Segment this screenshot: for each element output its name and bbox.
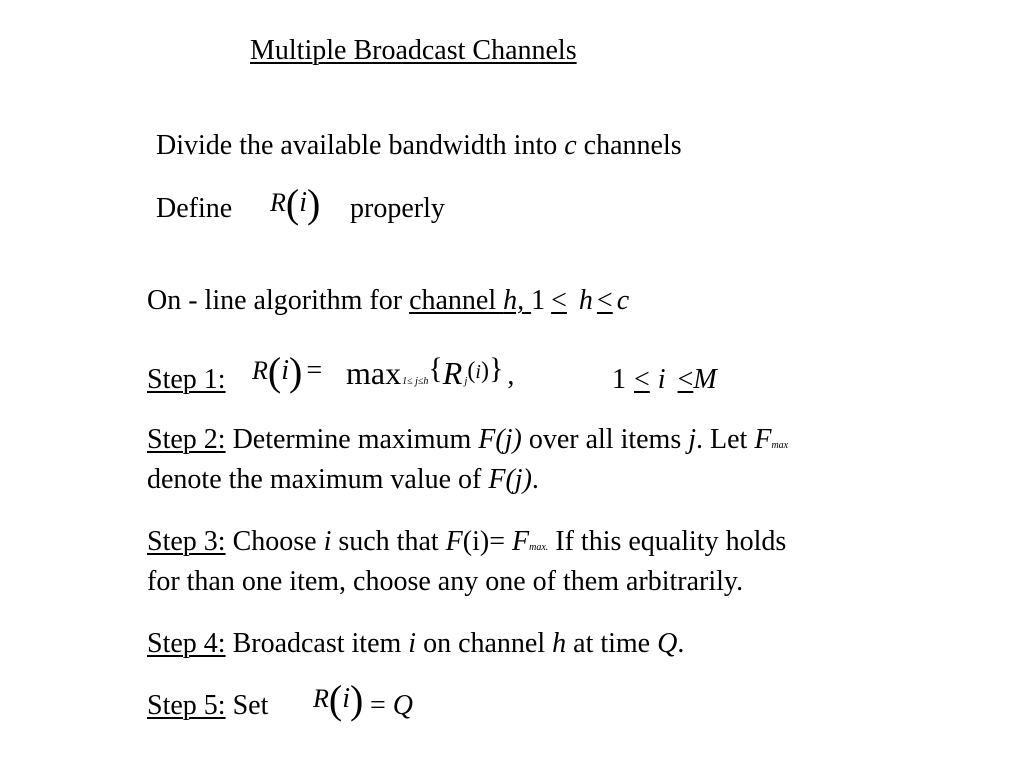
math-R: R [313, 684, 329, 713]
algorithm-heading [147, 284, 629, 318]
math-lparen-small: ( [467, 358, 476, 384]
math-lparen: ( [285, 181, 300, 226]
math-i: i [299, 187, 307, 218]
var-c-2: c [616, 285, 630, 316]
var-F-max: F [511, 526, 530, 557]
period: . [677, 628, 685, 659]
step-5-text: Set [225, 690, 269, 721]
step-3-label: Step 3: [147, 526, 226, 557]
var-Q: Q [392, 690, 414, 721]
step-1-equals: = [306, 355, 323, 386]
math-R: R [270, 188, 286, 217]
step-1-label: Step 1: [147, 364, 226, 395]
var-F: F [445, 526, 463, 557]
intro-line-2-properly: properly [350, 193, 445, 224]
le-symbol-3: < [634, 364, 650, 395]
period: . [531, 464, 539, 495]
step-3-equality: (i)= [462, 526, 512, 557]
algorithm-channel-h [409, 285, 531, 316]
step-2-label: Step 2: [147, 424, 226, 455]
range-one: 1 [612, 364, 626, 395]
step-4-text-3: at time [566, 628, 658, 659]
math-rparen: ) [307, 181, 321, 226]
slide-title: Multiple Broadcast Channels [250, 35, 577, 66]
step-4-text-2: on channel [416, 628, 553, 659]
step-1-range [612, 363, 717, 397]
intro-line-1-suffix: channels [576, 130, 682, 161]
math-rparen-small: ) [480, 358, 489, 384]
math-lparen: ( [328, 677, 343, 722]
step-5-equals-Q [370, 689, 413, 723]
step-4-label: Step 4: [147, 628, 226, 659]
step-2-line-2-text: denote the maximum value of [147, 464, 489, 495]
step-3-text-3: If this equality holds [548, 526, 787, 557]
var-i: i [323, 526, 332, 557]
math-i: i [342, 683, 350, 714]
max-subscript: max. [529, 542, 549, 553]
var-i: i [657, 364, 666, 395]
var-F: F [478, 424, 496, 455]
max-subscript: max [771, 440, 789, 451]
math-i-small: i [475, 361, 481, 383]
step-4-text-1: Broadcast item [225, 628, 409, 659]
step-5-label: Step 5: [147, 690, 226, 721]
max-operator: max [346, 355, 402, 391]
math-i: i [281, 355, 289, 386]
var-Q: Q [657, 628, 678, 659]
var-M: M [693, 364, 717, 395]
math-Rj: R [442, 355, 463, 391]
step-3-line-2: for than one item, choose any one of them arbitrarily. [147, 566, 744, 597]
paren-j: (j) [505, 464, 532, 495]
step-1-max-expression [346, 352, 514, 392]
range-one: 1 [531, 285, 546, 316]
algorithm-text: On - line algorithm for [147, 285, 410, 316]
var-c: c [564, 130, 577, 161]
le-symbol-1: < [551, 285, 567, 316]
step-2-text-1: Determine maximum [225, 424, 479, 455]
step-2-line-1 [147, 423, 788, 463]
math-rbrace: } [488, 352, 504, 385]
var-F: F [488, 464, 506, 495]
intro-line-2-define: Define [156, 193, 233, 224]
step-2-line-2 [147, 463, 539, 497]
paren-j: (j) [495, 424, 522, 455]
equals-sign: = [370, 690, 393, 721]
math-rparen: ) [350, 677, 364, 722]
math-rparen: ) [289, 349, 303, 394]
var-h-2: h [578, 285, 593, 316]
var-F-max: F [754, 424, 772, 455]
channel-label: channel [409, 285, 504, 316]
intro-line-1-prefix: Divide the available bandwidth into [156, 130, 565, 161]
intro-line-1 [156, 129, 682, 163]
var-h: h [552, 628, 567, 659]
step-3-text-2: such that [331, 526, 446, 557]
step-2-text-2: over all items [521, 424, 689, 455]
math-R: R [252, 356, 268, 385]
step-3-text-1: Choose [225, 526, 324, 557]
le-symbol-4: < [677, 364, 694, 395]
step-5-R-i-expression [313, 677, 364, 722]
math-lparen: ( [267, 349, 282, 394]
max-subscript: 1≤ j≤h [402, 376, 429, 387]
step-4-line [147, 627, 684, 661]
step-3-line-1 [147, 525, 786, 565]
step-5-line [147, 689, 268, 723]
math-lbrace: { [428, 352, 443, 385]
define-R-i-expression [270, 181, 321, 226]
var-h: h, [503, 285, 525, 316]
var-j: j [688, 424, 697, 455]
step-1-comma: , [507, 360, 515, 391]
var-i: i [408, 628, 417, 659]
step-2-text-3: . Let [696, 424, 755, 455]
le-symbol-2: < [596, 285, 613, 316]
step-1-lhs [252, 349, 323, 394]
math-j-subscript: j [464, 375, 468, 387]
